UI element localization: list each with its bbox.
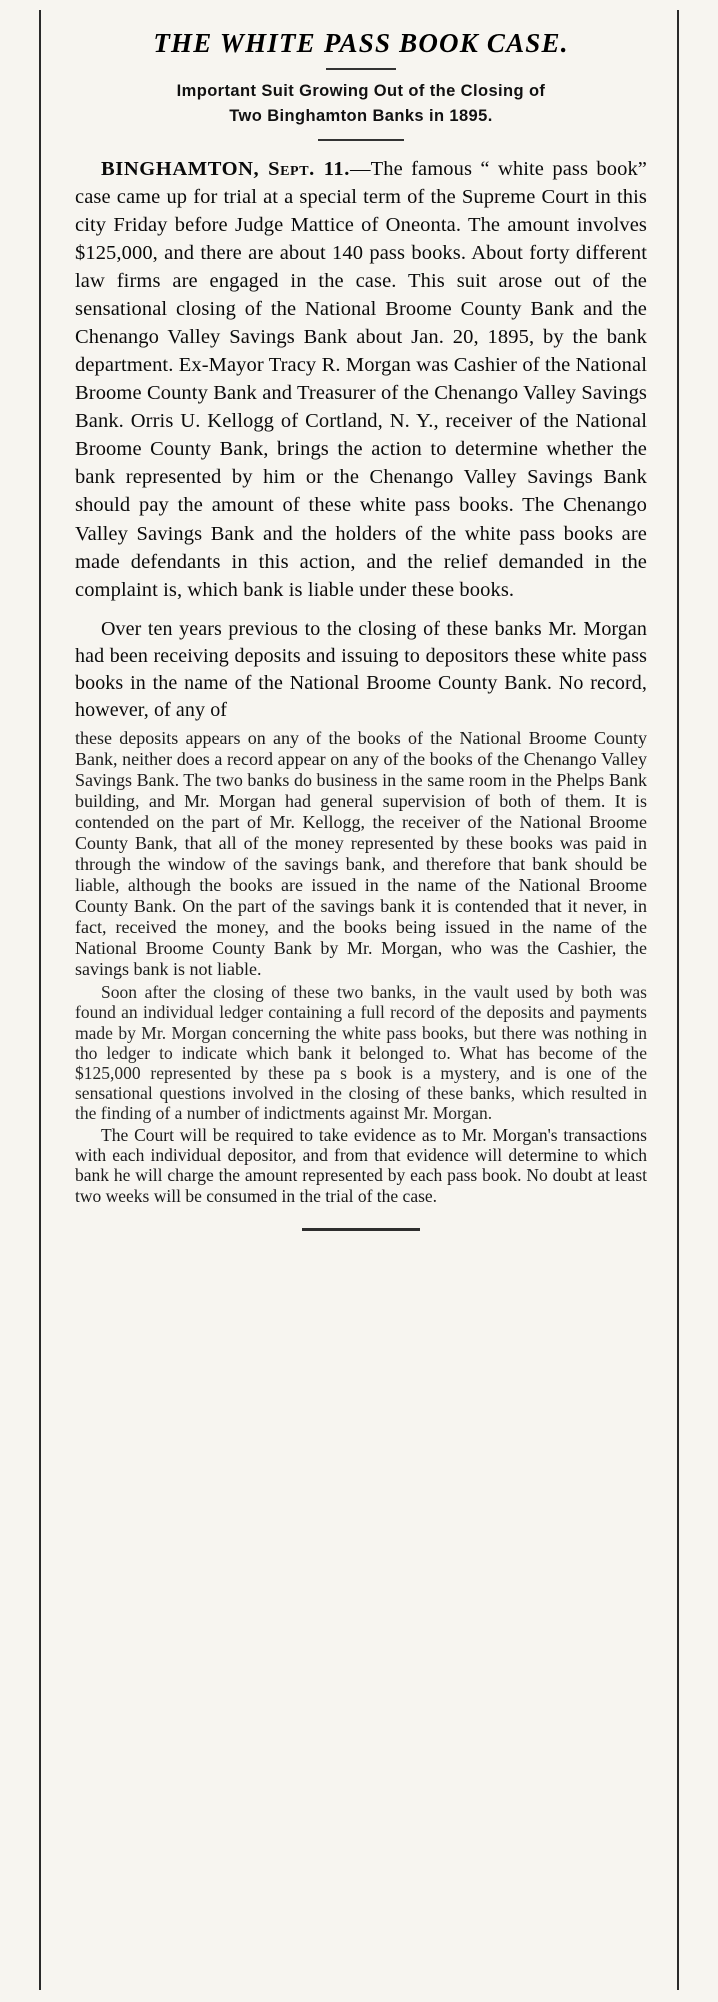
page-title: THE WHITE PASS BOOK CASE. (153, 28, 569, 58)
article-end-divider (302, 1228, 420, 1231)
article-paragraph-2: Over ten years previous to the closing of these banks Mr. Morgan had been receiving deposits and issuing to depositors these white pass books in the name of the National Broome County Bank. No record, however, of any of (75, 617, 647, 721)
subhead-line-2: Two Binghamton Banks in 1895. (229, 106, 493, 125)
article-paragraph-3: these deposits appears on any of the books of the National Broome County Bank, neither does a record appear on any of the books of the Chenango Valley Savings Bank. The two banks do business in the same room in the Phelps Bank building, and Mr. Morgan had general supervision of both of them. It is contended on the part of Mr. Kellogg, the receiver of the National Broome County Bank, that all of the money represented by these books was paid in through the window of the savings bank, and therefore that bank should be liable, although the books are issued in the name of the National Broome County Bank. On the part of the savings bank it is contended that it never, in fact, received the money, and the books being issued in the name of the National Broome County Bank by Mr. Morgan, who was the Cashier, the savings bank is not liable. (75, 727, 647, 980)
headline-divider (326, 68, 396, 70)
article-paragraph-4: Soon after the closing of these two banks, in the vault used by both was found an individual ledger containing a full record of the deposits and payments made by Mr. Morgan concerning the white pass books, but there was nothing in tho ledger to indicate which bank it belonged to. What has become of the $125,000 represented by these pa s book is a mystery, and is one of the sensational questions involved in the closing of these banks, which resulted in the finding of a number of indictments against Mr. Morgan. (75, 982, 647, 1124)
subhead-divider (318, 139, 404, 141)
dateline: BINGHAMTON, Sept. 11. (101, 157, 351, 180)
article-paragraph-lead (75, 155, 647, 604)
subhead-line-1: Important Suit Growing Out of the Closing of (176, 82, 546, 100)
article-paragraph-lead-text: —The famous “ white pass book” case came up for trial at a special term of the Supreme Court in this city Friday before Judge Mattice of Oneonta. The amount involves $125,000, and there are about 140 pass books. About forty different law firms are engaged in the case. This suit arose out of the sensational closing of the National Broome County Bank and the Chenango Valley Savings Bank about Jan. 20, 1895, by the bank department. Ex-Mayor Tracy R. Morgan was Cashier of the National Broome County Bank and Treasurer of the Chenango Valley Savings Bank. Orris U. Kellogg of Cortland, N. Y., receiver of the National Broome County Bank, brings the action to determine whether the bank represented by him or the Chenango Valley Savings Bank should pay the amount of these white pass books. The Chenango Valley Savings Bank and the holders of the white pass books are made defendants in this action, and the relief demanded in the complaint is, which bank is liable under these books. (75, 157, 647, 601)
article-paragraph-5: The Court will be required to take evidence as to Mr. Morgan's transactions with each individual depositor, and from that evidence will determine to which bank he will charge the amount represented by each pass book. No doubt at least two weeks will be consumed in the trial of the case. (75, 1125, 647, 1206)
article-subhead (81, 79, 641, 129)
article-column (39, 10, 679, 1990)
